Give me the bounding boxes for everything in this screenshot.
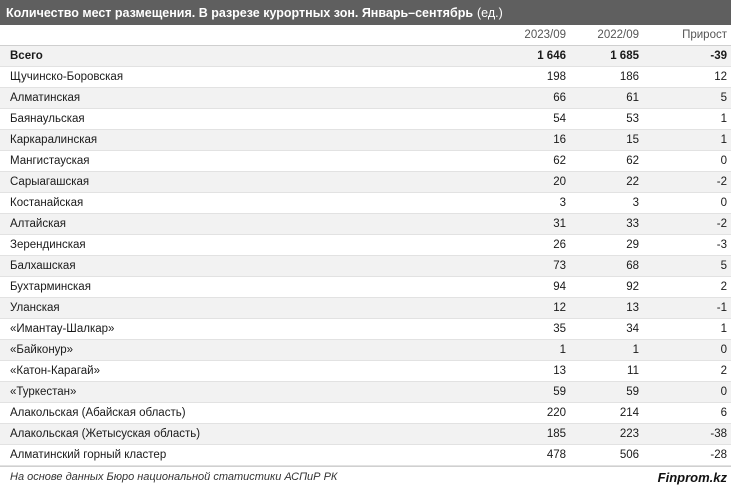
header-2022: 2022/09 — [570, 25, 643, 45]
table-unit: (ед.) — [477, 5, 503, 20]
row-value-2023: 59 — [412, 381, 570, 402]
row-name: Алматинский горный кластер — [0, 444, 412, 465]
header-growth: Прирост — [643, 25, 731, 45]
row-value-2022: 59 — [570, 381, 643, 402]
row-value-2022: 223 — [570, 423, 643, 444]
row-value-2023: 3 — [412, 192, 570, 213]
table-row — [0, 150, 731, 171]
row-value-2022: 61 — [570, 87, 643, 108]
data-table — [0, 25, 731, 466]
row-growth: 1 — [643, 129, 731, 150]
row-growth: 12 — [643, 66, 731, 87]
row-value-2023: 220 — [412, 402, 570, 423]
table-row — [0, 192, 731, 213]
row-value-2023: 54 — [412, 108, 570, 129]
row-value-2022: 68 — [570, 255, 643, 276]
header-row — [0, 25, 731, 45]
table-row — [0, 402, 731, 423]
row-growth: -1 — [643, 297, 731, 318]
row-growth: -38 — [643, 423, 731, 444]
table-row — [0, 255, 731, 276]
row-growth: -3 — [643, 234, 731, 255]
table-row — [0, 423, 731, 444]
row-name: Щучинско-Боровская — [0, 66, 412, 87]
row-name: Всего — [0, 45, 412, 66]
table-row — [0, 360, 731, 381]
row-name: «Байконур» — [0, 339, 412, 360]
row-value-2022: 29 — [570, 234, 643, 255]
table-row — [0, 297, 731, 318]
row-value-2023: 185 — [412, 423, 570, 444]
row-value-2023: 13 — [412, 360, 570, 381]
row-name: «Имантау-Шалкар» — [0, 318, 412, 339]
row-name: «Туркестан» — [0, 381, 412, 402]
row-value-2023: 94 — [412, 276, 570, 297]
row-value-2022: 506 — [570, 444, 643, 465]
header-name — [0, 25, 412, 45]
row-value-2023: 20 — [412, 171, 570, 192]
row-growth: -39 — [643, 45, 731, 66]
row-name: Уланская — [0, 297, 412, 318]
table-row — [0, 444, 731, 465]
row-value-2023: 62 — [412, 150, 570, 171]
row-name: Алакольская (Абайская область) — [0, 402, 412, 423]
table-row — [0, 87, 731, 108]
table-row — [0, 318, 731, 339]
row-value-2022: 214 — [570, 402, 643, 423]
row-name: Бухтарминская — [0, 276, 412, 297]
row-growth: -2 — [643, 171, 731, 192]
row-name: Сарыагашская — [0, 171, 412, 192]
row-growth: 0 — [643, 192, 731, 213]
row-growth: 0 — [643, 150, 731, 171]
row-value-2023: 31 — [412, 213, 570, 234]
row-value-2023: 478 — [412, 444, 570, 465]
row-value-2023: 1 — [412, 339, 570, 360]
table-row — [0, 129, 731, 150]
row-value-2023: 66 — [412, 87, 570, 108]
row-growth: 5 — [643, 255, 731, 276]
table-row — [0, 171, 731, 192]
row-value-2022: 34 — [570, 318, 643, 339]
row-name: Мангистауская — [0, 150, 412, 171]
row-value-2022: 92 — [570, 276, 643, 297]
row-growth: 0 — [643, 381, 731, 402]
row-growth: 6 — [643, 402, 731, 423]
table-body — [0, 45, 731, 465]
brand-logo-text: Finprom.kz — [657, 469, 727, 485]
row-name: Балхашская — [0, 255, 412, 276]
table-row — [0, 276, 731, 297]
table-row-total — [0, 45, 731, 66]
row-value-2023: 12 — [412, 297, 570, 318]
table-row — [0, 381, 731, 402]
table-title: Количество мест размещения. В разрезе курортных зон. Январь–сентябрь — [6, 5, 474, 20]
row-value-2022: 1 — [570, 339, 643, 360]
row-growth: 0 — [643, 339, 731, 360]
row-value-2023: 73 — [412, 255, 570, 276]
footer — [0, 466, 731, 487]
row-value-2022: 13 — [570, 297, 643, 318]
row-growth: 1 — [643, 108, 731, 129]
row-name: Баянаульская — [0, 108, 412, 129]
row-name: Алтайская — [0, 213, 412, 234]
row-growth: 2 — [643, 360, 731, 381]
table-row — [0, 213, 731, 234]
row-value-2022: 3 — [570, 192, 643, 213]
table-row — [0, 339, 731, 360]
row-name: Костанайская — [0, 192, 412, 213]
row-name: Алакольская (Жетысуская область) — [0, 423, 412, 444]
row-value-2023: 1 646 — [412, 45, 570, 66]
row-value-2023: 16 — [412, 129, 570, 150]
row-growth: 2 — [643, 276, 731, 297]
row-growth: -28 — [643, 444, 731, 465]
source-note: На основе данных Бюро национальной статистики АСПиР РК — [10, 471, 338, 483]
row-value-2023: 26 — [412, 234, 570, 255]
row-growth: -2 — [643, 213, 731, 234]
row-value-2022: 15 — [570, 129, 643, 150]
row-growth: 5 — [643, 87, 731, 108]
table-row — [0, 66, 731, 87]
row-value-2022: 1 685 — [570, 45, 643, 66]
row-name: Зерендинская — [0, 234, 412, 255]
row-name: Каркаралинская — [0, 129, 412, 150]
table-row — [0, 234, 731, 255]
row-value-2022: 53 — [570, 108, 643, 129]
row-value-2022: 11 — [570, 360, 643, 381]
header-2023: 2023/09 — [412, 25, 570, 45]
table-row — [0, 108, 731, 129]
row-value-2022: 186 — [570, 66, 643, 87]
row-name: Алматинская — [0, 87, 412, 108]
row-value-2022: 62 — [570, 150, 643, 171]
row-value-2022: 22 — [570, 171, 643, 192]
row-growth: 1 — [643, 318, 731, 339]
row-value-2022: 33 — [570, 213, 643, 234]
table-title-bar — [0, 0, 731, 25]
row-name: «Катон-Карагай» — [0, 360, 412, 381]
row-value-2023: 35 — [412, 318, 570, 339]
row-value-2023: 198 — [412, 66, 570, 87]
